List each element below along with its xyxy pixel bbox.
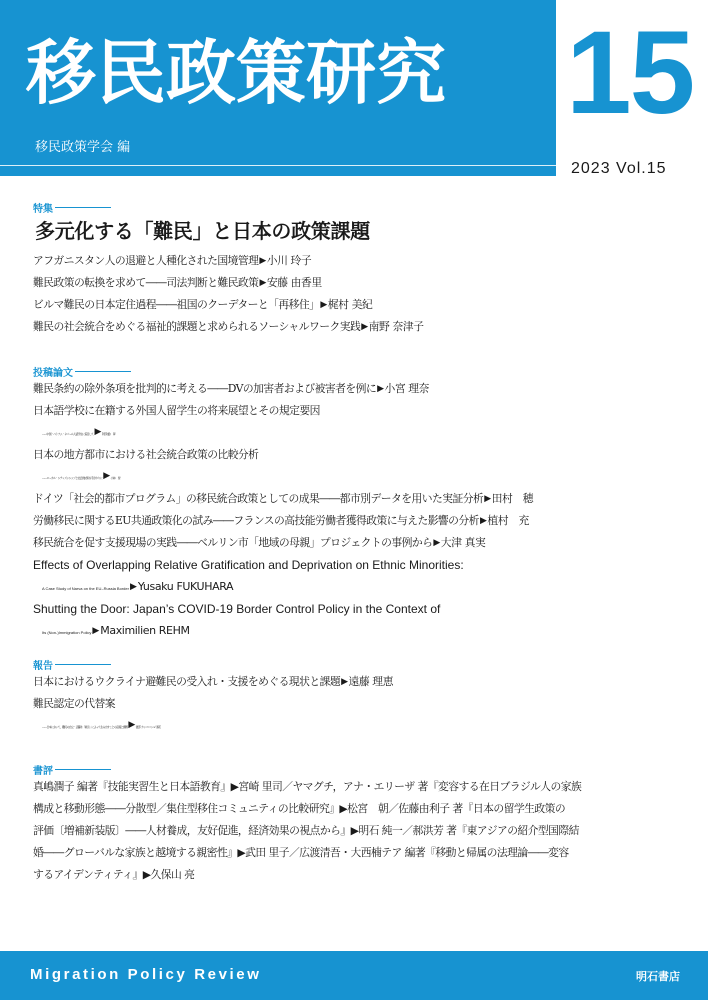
feature-section	[33, 200, 688, 338]
submitted-label	[33, 364, 688, 378]
article-title: 難民条約の除外条項を批判的に考える――DVの加害者および被害者を例に	[33, 382, 377, 395]
article-title: 難民の社会統合をめぐる福祉的課題と求められるソーシャルワーク実践	[33, 320, 361, 333]
book-review-line: するアイデンティティ』▶久保山 亮	[33, 868, 195, 881]
toc-entry	[33, 532, 688, 554]
toc-entry	[33, 715, 688, 737]
submitted-papers-section	[33, 364, 688, 642]
article-author: 大津 真実	[440, 536, 486, 549]
book-review-line: 評価〔増補新装版〕――人材養成，友好促進，経済効果の視点から』▶明石 純一／郝洪芳 著『東アジアの紹介型国際結	[33, 824, 579, 837]
triangle-icon: ▶	[361, 322, 368, 332]
toc-entry	[33, 693, 688, 715]
article-title: 労働移民に関するEU共通政策化の試み――フランスの高技能労働者獲得政策に与えた影響の分析	[33, 514, 479, 527]
reports-section	[33, 657, 688, 737]
toc-entry	[33, 554, 688, 576]
toc-entry	[33, 576, 688, 598]
triangle-icon: ▶	[320, 300, 327, 310]
english-title: Migration Policy Review	[30, 966, 262, 983]
article-title: Effects of Overlapping Relative Gratification and Deprivation on Ethnic Minorities:	[33, 558, 464, 572]
triangle-icon: ▶	[433, 538, 440, 548]
issue-number: 15	[566, 7, 694, 139]
triangle-icon: ▶	[377, 384, 384, 394]
feature-label	[33, 200, 688, 214]
editor-credit: 移民政策学会 編	[35, 140, 131, 155]
toc-entry	[33, 598, 688, 620]
toc-entry	[33, 316, 688, 338]
article-author: 南野 奈津子	[368, 320, 424, 333]
feature-articles	[33, 250, 688, 338]
toc-entry	[33, 272, 688, 294]
article-author: 安藤 由香里	[266, 276, 322, 289]
article-title: 日本の地方都市における社会統合政策の比較分析	[33, 448, 259, 461]
article-author: 梶村 美紀	[327, 298, 373, 311]
article-author: Maximilien REHM	[100, 624, 190, 637]
article-title: アフガニスタン人の退避と人種化された国境管理	[33, 254, 259, 267]
submitted-articles	[33, 378, 688, 642]
toc-entry	[33, 250, 688, 272]
article-title: A Case Study of Narva on the EU–Russia Border	[42, 586, 129, 591]
article-author: 遠藤 理恵	[348, 675, 394, 688]
toc-entry	[33, 294, 688, 316]
book-review-line: 構成と移動形態――分散型／集住型移住コミュニティの比較研究』▶松宮 朝／佐藤由利子 著『日本の留学生政策の	[33, 802, 566, 815]
toc-entry	[33, 422, 688, 444]
toc-entry	[33, 510, 688, 532]
article-author: 田村 穂	[491, 492, 534, 505]
triangle-icon: ▶	[103, 471, 110, 481]
article-author: 植村 充	[487, 514, 529, 527]
toc-entry	[33, 444, 688, 466]
book-review-line: 真嶋潤子 編著『技能実習生と日本語教育』▶宮崎 里司／ヤマグチ，アナ・エリーザ 著『変容する在日ブラジル人の家族	[33, 780, 582, 793]
article-title: ――ローカル・シティズンシップと社会的結束を手がかりに	[42, 476, 103, 480]
article-title: 日本におけるウクライナ避難民の受入れ・支援をめぐる現状と課題	[33, 675, 341, 688]
toc-entry	[33, 620, 688, 642]
toc-entry	[33, 488, 688, 510]
toc-entry	[33, 378, 688, 400]
reports-label-text: 報告	[33, 660, 53, 672]
books-label	[33, 762, 688, 776]
cover-header-band	[0, 0, 556, 176]
label-rule	[55, 769, 111, 770]
feature-title: 多元化する「難民」と日本の政策課題	[35, 219, 370, 243]
triangle-icon: ▶	[259, 256, 266, 266]
report-articles	[33, 671, 688, 737]
triangle-icon: ▶	[484, 494, 491, 504]
submitted-label-text: 投稿論文	[33, 367, 73, 379]
article-author: 小林 智	[110, 476, 121, 480]
cover-footer-band	[0, 951, 708, 1000]
feature-label-text: 特集	[33, 203, 53, 215]
article-title: ――日本において，難民の自立・活躍を「就労」によって生み出すことの意義と課題	[42, 725, 128, 729]
publisher-name: 明石書店	[636, 970, 680, 983]
article-author: Yusaku FUKUHARA	[137, 580, 234, 593]
article-author: 小川 玲子	[266, 254, 312, 267]
article-title: 日本語学校に在籍する外国人留学生の将来展望とその規定要因	[33, 404, 320, 417]
label-rule	[55, 207, 111, 208]
article-title: ビルマ難民の日本定住過程――祖国のクーデターと「再移住」	[33, 298, 320, 311]
article-author: 阿部(董) 夢	[101, 432, 116, 436]
books-label-text: 書評	[33, 765, 53, 777]
triangle-icon: ▶	[94, 427, 101, 437]
toc-entry	[33, 400, 688, 422]
article-title: ドイツ「社会的都市プログラム」の移民統合政策としての成果――都市別データを用いた実証分析	[33, 492, 484, 505]
article-author: 小宮 理奈	[384, 382, 430, 395]
journal-title: 移民政策研究	[26, 32, 446, 114]
label-rule	[75, 371, 131, 372]
triangle-icon: ▶	[92, 626, 100, 636]
triangle-icon: ▶	[259, 278, 266, 288]
header-divider	[0, 165, 556, 166]
triangle-icon: ▶	[129, 582, 137, 592]
triangle-icon: ▶	[479, 516, 487, 526]
article-title: 移民統合を促す支援現場の実践――ベルリン市「地域の母親」プロジェクトの事例から	[33, 536, 433, 549]
year-volume: 2023 Vol.15	[571, 160, 667, 177]
article-title: Shutting the Door: Japan’s COVID-19 Border Control Policy in the Context of	[33, 602, 441, 616]
article-author: 渡部 カンコロンゴ 清花	[135, 725, 161, 729]
article-title: 難民政策の転換を求めて――司法判断と難民政策	[33, 276, 259, 289]
book-reviews-section	[33, 762, 688, 886]
toc-entry	[33, 671, 688, 693]
article-title: ――中国・ベトナム・ネパール人留学生に着目して	[42, 432, 94, 436]
reports-label	[33, 657, 688, 671]
toc-entry	[33, 466, 688, 488]
triangle-icon: ▶	[128, 720, 135, 730]
triangle-icon: ▶	[341, 677, 348, 687]
article-title: Its (Non-)Immigration Policy	[42, 630, 92, 635]
article-title: 難民認定の代替案	[33, 697, 115, 710]
label-rule	[55, 664, 111, 665]
book-review-list	[33, 776, 688, 886]
book-review-line: 婚――グローバルな家族と越境する親密性』▶武田 里子／広渡清吾・大西楠テア 編著『移動と帰属の法理論――変容	[33, 846, 569, 859]
